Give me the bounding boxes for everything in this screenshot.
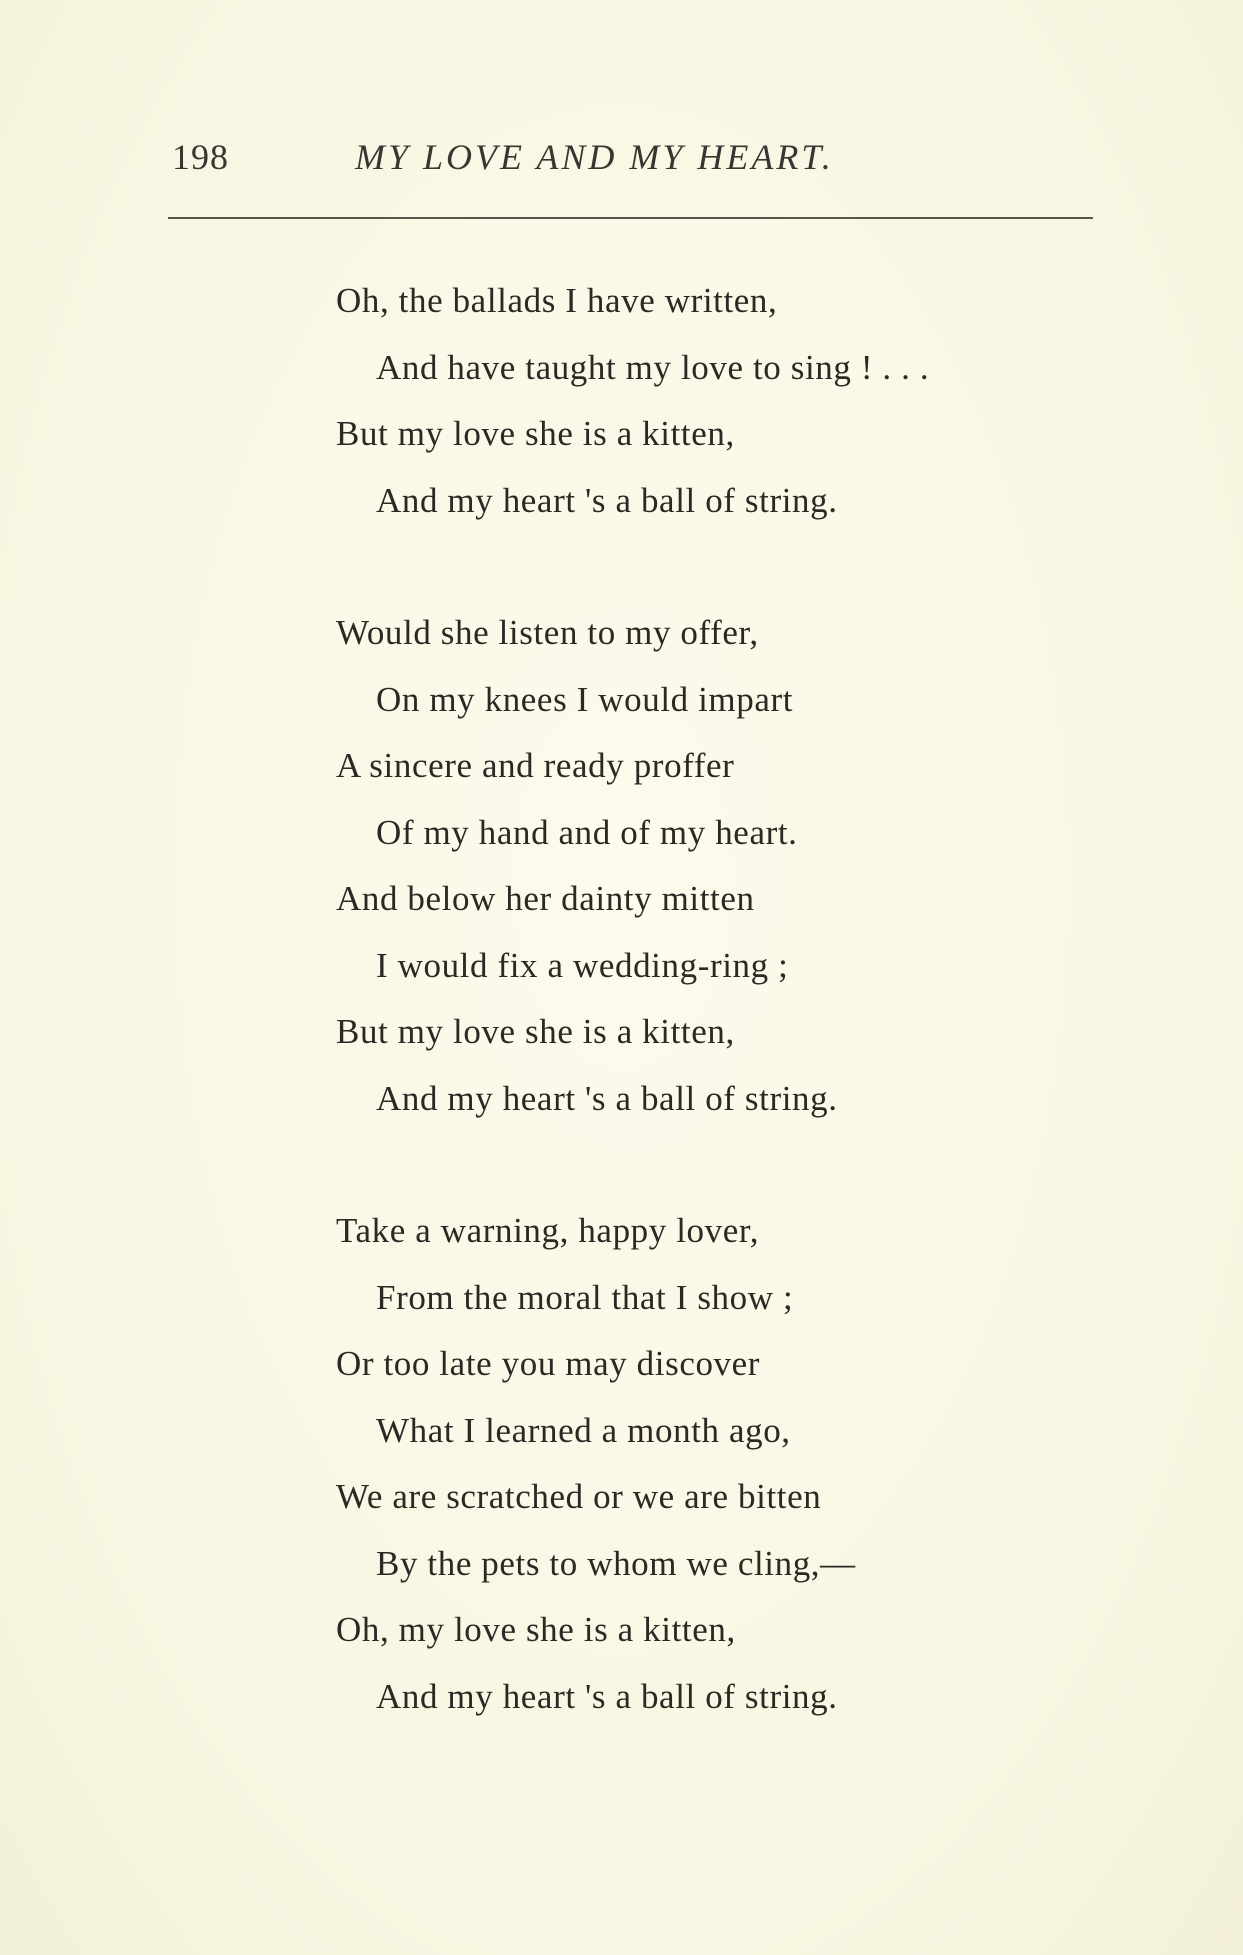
poem-line: Would she listen to my offer, <box>336 613 759 652</box>
poem-line: Or too late you may discover <box>336 1344 761 1383</box>
stanza-2 <box>0 600 1243 1132</box>
poem-line: We are scratched or we are bitten <box>336 1477 822 1516</box>
poem <box>0 268 1243 1796</box>
poem-line: What I learned a month ago, <box>376 1410 791 1450</box>
poem-line: But my love she is a kitten, <box>336 414 735 453</box>
poem-line: And my heart 's a ball of string. <box>376 1676 838 1716</box>
poem-line: On my knees I would impart <box>376 679 794 719</box>
poem-line: And my heart 's a ball of string. <box>376 1078 838 1118</box>
poem-line: And below her dainty mitten <box>336 879 755 918</box>
poem-line: By the pets to whom we cling,— <box>376 1543 856 1583</box>
poem-line: And have taught my love to sing ! . . . <box>376 347 930 387</box>
running-title: MY LOVE AND MY HEART. <box>355 137 834 177</box>
stanza-1 <box>0 268 1243 534</box>
poem-line: And my heart 's a ball of string. <box>376 480 838 520</box>
page-number: 198 <box>172 137 229 177</box>
poem-line: Of my hand and of my heart. <box>376 812 798 852</box>
poem-line: But my love she is a kitten, <box>336 1012 735 1051</box>
stanza-3 <box>0 1198 1243 1730</box>
poem-line: Take a warning, happy lover, <box>336 1211 760 1250</box>
poem-line: I would fix a wedding-ring ; <box>376 945 789 985</box>
header-rule <box>168 217 1093 219</box>
page-header <box>0 136 1243 182</box>
poem-line: From the moral that I show ; <box>376 1277 794 1317</box>
poem-line: A sincere and ready proffer <box>336 746 735 785</box>
poem-line: Oh, the ballads I have written, <box>336 281 778 320</box>
poem-line: Oh, my love she is a kitten, <box>336 1610 736 1649</box>
